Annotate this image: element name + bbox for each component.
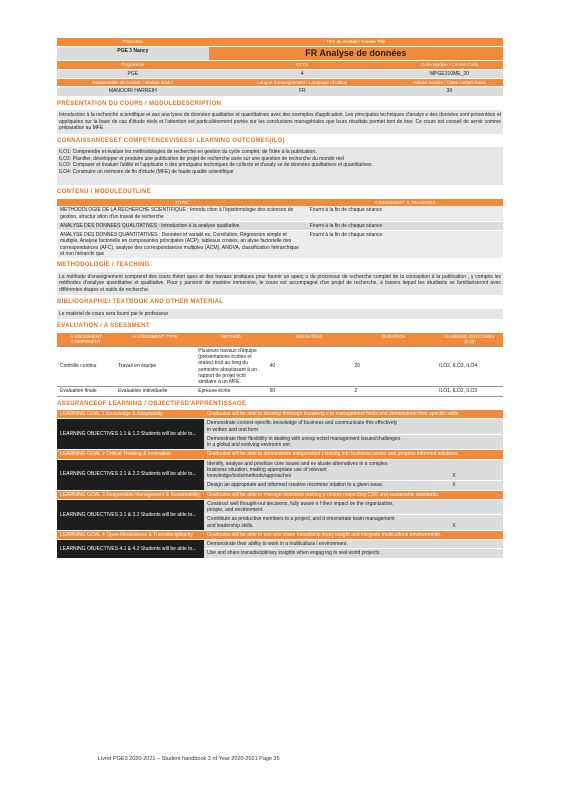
competences-box: [57, 147, 503, 185]
assurance-heading: ASSURANCEOF LEARNING / OBJECTIFSD'APPRENTISSAGE: [57, 400, 247, 407]
objective-line: Use and share transdisciplinary insights when engag ing in real world projects.: [204, 549, 405, 558]
assignment-cell: Fourni à la fin de chaque séance: [309, 232, 383, 238]
objective-mark: [405, 434, 503, 450]
objective-mark: X: [405, 481, 503, 490]
code-value: MPGE310ME_20: [396, 69, 503, 78]
objective-mark: [405, 419, 503, 435]
objective-line: Design an appropriate and informed creative recomme ndation to a given issue.: [204, 481, 405, 490]
course-header-table: [57, 38, 503, 97]
competences-heading: CONNAISSANCESET COMPETENCEVISEES/ LEARNING OUTCOMES(ILO): [57, 137, 285, 144]
objective-line: Demonstrate context-specific knowledge of business and communicate this effectively in written and oral form: [204, 419, 405, 435]
eval-ilo: ILO1, ILO2, ILO3: [436, 387, 503, 396]
assurance-table: [57, 410, 503, 559]
eval-duration: 2: [351, 387, 436, 396]
assignment-cell: Fourni à la fin de chaque séance: [309, 222, 383, 229]
goal-title: LEARNING GOAL 4 Open-Mindedness & Transdisciplinarity: [57, 530, 204, 539]
goal-description: Graduates will be able to manage decisions making p rocess respecting CSR and sustainable standards.: [204, 490, 503, 499]
objective-mark: [405, 540, 503, 549]
goal-objectives: LEARNING OBJECTIVES 4.1 & 4.2 Students will be able to...: [57, 540, 204, 559]
contenu-heading: CONTENU / MODULEOUTLINE: [57, 189, 151, 196]
objective-mark: X: [405, 515, 503, 531]
code-label: Code Module / Course Code: [396, 60, 503, 69]
programme-label: Programme: [57, 60, 209, 69]
methodologie-heading: METHODOLOGIE / TEACHING: [57, 262, 150, 268]
course-title: FR Analyse de données: [209, 46, 503, 60]
topic-cell: METHODOLOGIE DE LA RECHERCHE SCIENTIFIQUE : Introdu ction à l'épistémologie des sciences de gestion, structur ation d'un travail de recherche: [60, 207, 294, 220]
volume-value: 30: [396, 87, 503, 96]
goal-title: LEARNING GOAL 2 Critical Thinking & Innovation: [57, 450, 204, 459]
eval-weight: 60: [267, 387, 352, 396]
eval-type: Evaluation individuelle: [115, 387, 195, 396]
ects-value: 4: [209, 69, 396, 78]
promotion-label: Promotion: [57, 38, 209, 46]
objective-mark: X: [405, 459, 503, 481]
methodologie-text: La méthode d'enseignement comprend des cours théori ques et des travaux pratiques pour fournir un aperç u du processus de recherche complet de la conception à la publication , y compris les méthodes d'analyse quantitative et qualitative. Pour y parvenir de manière immersive, le cours est accompagné d'un projet de recherche, à travers lequel les étudiants se familiariseront avec différentes étapes et outils de recherche.: [57, 272, 503, 296]
eval-col-ilo: LEARNING OUTCOMES (ILO): [436, 333, 503, 347]
objective-mark: [405, 499, 503, 515]
contenu-table: [57, 199, 503, 258]
evaluation-heading: EVALUATION / A SSESSMENT: [57, 323, 150, 329]
langue-label: Langue d'enseignement / Language of tuition: [209, 78, 396, 87]
eval-col-method: METHOD: [195, 333, 266, 347]
eval-row: [57, 346, 503, 387]
goal-objectives: LEARNING OBJECTIVES 2.1 & 2.2 Students will be able to...: [57, 459, 204, 490]
ilo-item: ILO4: Construire un mémoire de fin d'étude (MFE) de haute qualité scientifique: [59, 168, 234, 175]
topic-cell: ANALYSE DES DONNEES QUALITATIVES : Introduction à la analyse qualitative.: [60, 222, 241, 229]
syllabus-page: [57, 38, 503, 559]
eval-col-type: A SSESSMENT TYPE: [115, 333, 195, 347]
responsable-value: MANOORI HARREIH: [57, 87, 209, 96]
eval-row: [57, 387, 503, 396]
presentation-heading: PRESENTATION DU COURS / MODULEDESCRIPTION: [57, 100, 222, 107]
goal-description: Graduates will be able to develop thorough knowledg e in management fields and demonstrate their specific skills.: [204, 410, 503, 419]
title-label: Titre du module / Course Title: [209, 38, 503, 46]
goal-objectives: LEARNING OBJECTIVES 1.1 & 1.2 Students will be able to...: [57, 419, 204, 450]
topic-cell: ANALYSE DES DONNES QUANTITATIVES : Données et variabl es. Corrélation, Régression simple et multiple, Analyse factorielle en composantes principales (ACP), tableaux croisés, an alyse factorielle des correspondances (AFC), analyse des correspondances multiples (ACM), ANOVA, classification hiérarchique et non hiérarchi que: [60, 232, 299, 257]
ilo-item: ILO1: Comprendre et évaluer les méthodologies de recherche en gestion du cycle complet, de l'idée à la publication.: [59, 149, 317, 156]
ilo-item: ILO2: Planifier, développer et produire une publication de projet de recherche axée sur une question de recherche du monde réel: [59, 155, 345, 162]
assignment-header: A SSIGNMENT S, READINGS: [374, 199, 436, 205]
eval-component: Contrôle continu: [57, 346, 115, 387]
objective-line: Identify, analyse and prioritize core issues and ev aluate alternatives in a complex business situation, making appropriate use of relevant knowledge/tools/methods/approaches: [204, 459, 405, 481]
eval-weight: 40: [267, 346, 352, 387]
goal-description: Graduates will be able to demonstrate independent t hinking into business issues and propose informed solutions.: [204, 450, 503, 459]
eval-type: Travail en équipe: [115, 346, 195, 387]
promotion-value: PGE 3 Nancy: [57, 46, 209, 60]
eval-col-duration: DURATION: [351, 333, 436, 347]
programme-value: PGE: [57, 69, 209, 78]
goal-objectives: LEARNING OBJECTIVES 3.1 & 3.2 Students will be able to...: [57, 499, 204, 530]
eval-col-weighting: WEIGHTING: [267, 333, 352, 347]
objective-line: Demonstrate their flexibility in dealing with unexp ected management issues/challenges in a global and evolving environm ent.: [204, 434, 405, 450]
eval-method: Plusieurs travaux d'équipe (présentations écrites et orales) tout au long du semestre aboutissant à un rapport de projet écrit similaire à un MFE.: [195, 346, 266, 387]
objective-line: Demonstrate their ability to work in a multicultura l environment.: [204, 540, 405, 549]
volume-label: Volume horaire / Class contact hours: [396, 78, 503, 87]
page-footer: Livret PGE3 2020-2021 – Student handbook 3 rd Year 2020-2021 Page 35: [98, 756, 280, 762]
goal-description: Graduates will be able to use and share transdiscip linary insight and integrate multicultural environments.: [204, 530, 503, 539]
topic-header: TOPIC: [175, 199, 189, 205]
eval-col-component: A SSESSMENT COMPONENT: [57, 333, 115, 347]
bibliographie-text: Le matériel de cours sera fourni par le professeur: [57, 309, 503, 320]
eval-duration: 20: [351, 346, 436, 387]
bibliographie-heading: BIBLIOGRAPHIE/ TEXTBOOK AND OTHER MATERIAL: [57, 299, 224, 305]
objective-line: Contribute as productive members to a project, and d emonstrate team management and leadership skills.: [204, 515, 405, 531]
langue-value: FR: [209, 87, 396, 96]
eval-ilo: ILO2, ILO3, ILO4: [436, 346, 503, 387]
evaluation-table: [57, 333, 503, 397]
eval-method: Epreuve écrite: [195, 387, 266, 396]
objective-mark: [405, 549, 503, 558]
ects-label: ECTS: [209, 60, 396, 69]
goal-title: LEARNING GOAL 1 Knowledge & Adaptability: [57, 410, 204, 419]
assignment-cell: Fourni à la fin de chaque séance: [309, 207, 383, 214]
presentation-text: Introduction à la recherche scientifique et aux ana lyses de données qualitative et quantitatives avec des exemples d'application. Les principales techniques d'analys e des données sont présentées et appliquées sur la base de cas d'étude réels et l'attention est particulièrement portée sur les conclusions managériales que leurs résultats permet tent de tirer. Ce cours est conseil de servir comme préparation au MFE.: [57, 110, 503, 134]
goal-title: LEARNING GOAL 3 Responsible Management & Sustainability: [57, 490, 204, 499]
ilo-item: ILO3: Comparer et évaluer l'utilité et l'applicatio n des principales techniques de collecte et d'analy se de données qualitatives et quantitatives.: [59, 162, 373, 169]
eval-component: Evaluation finale: [57, 387, 115, 396]
objective-line: Construct well thought-out decisions, fully aware o f their impact on the organization, people, and environment.: [204, 499, 405, 515]
responsable-label: Responsable de module / Module leader: [57, 78, 209, 87]
